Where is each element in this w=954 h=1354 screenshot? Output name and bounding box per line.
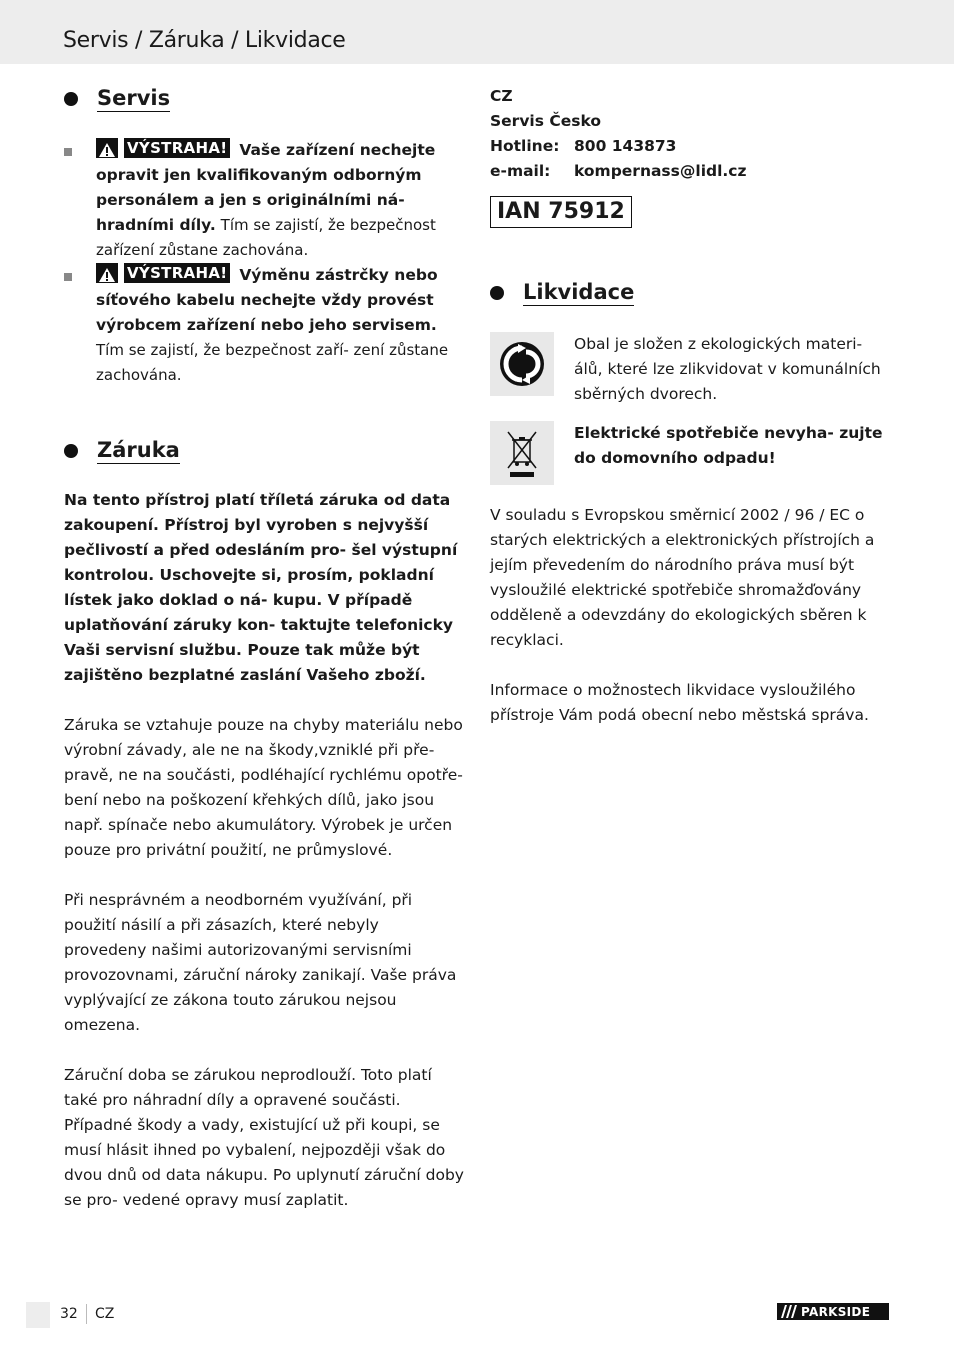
- bin-symbol-row: [490, 421, 890, 485]
- warning-badge: VÝSTRAHA!: [96, 138, 230, 158]
- footer-marker: [26, 1302, 50, 1328]
- warning-normal-text: Tím se zajistí, že bezpečnost zařízení zůstane zachována.: [96, 216, 436, 259]
- warning-badge: VÝSTRAHA!: [96, 263, 230, 283]
- warranty-paragraph-3: Záruční doba se zárukou neprodlouží. Toto platí také pro náhradní díly a opravené součásti. Případné škody a vady, existující už při koupi, se musí hlásit ihned po vybalení, nejpozději však do dvou dnů od data nákupu. Po uplynutí záruční doby se pro- vedené opravy musí zaplatit.: [64, 1066, 464, 1209]
- green-dot-recycling-icon: [490, 332, 554, 396]
- contact-hotline: Hotline: 800 143873: [490, 137, 677, 155]
- warning-bold-text: Vaše zařízení nechejte opravit jen kvalifikovaným odborným personálem a jen s originálními ná- hradními díly.: [96, 141, 436, 234]
- contact-service-name: Servis Česko: [490, 112, 602, 130]
- servis-heading: Servis: [64, 84, 464, 114]
- recycling-symbol-row: [490, 332, 890, 407]
- warranty-paragraph-2: Při nesprávném a neodborném využívání, při použití násilí a při zásazích, které nebyly provedeny našimi autorizovanými servisními provozovnami, záruční nároky zanikají. Vaše práva vyplývající ze zákona touto zárukou nejsou omezena.: [64, 891, 457, 1034]
- warning-triangle-icon: [96, 138, 118, 158]
- warranty-paragraph-1: Záruka se vztahuje pouze na chyby materiálu nebo výrobní závady, ale ne na škody,vzniklé při pře- pravě, ne na součásti, podléhající rychlému opotře- bení nebo na poškození křehkých dílů, jako jsou např. spínače nebo akumulátory. Výrobek je určen pouze pro privátní použití, ne průmyslové.: [64, 716, 463, 859]
- packaging-text: Obal je složen z ekologických materi- álů, které lze zlikvidovat v komunálních sběrných dvorech.: [574, 335, 881, 403]
- heading-bullet-icon: [64, 444, 78, 458]
- warning-bold-text: Výměnu zástrčky nebo síťového kabelu nechejte vždy provést výrobcem zařízení nebo jeho servisem.: [96, 266, 438, 334]
- square-bullet-icon: [64, 273, 72, 281]
- warning-item-1: [64, 138, 464, 263]
- parkside-logo: PARKSIDE: [777, 1303, 889, 1320]
- logo-stripes-icon: [777, 1303, 801, 1320]
- contact-email: e-mail: kompernass@lidl.cz: [490, 162, 747, 180]
- footer-language: CZ: [95, 1306, 115, 1322]
- ian-number: IAN 75912: [490, 196, 632, 228]
- warning-normal-text: Tím se zajistí, že bezpečnost zaří- zení zůstane zachována.: [96, 341, 449, 384]
- left-column: [64, 84, 464, 1213]
- disposal-paragraph-1: V souladu s Evropskou směrnicí 2002 / 96 / EC o starých elektrických a elektronických přístrojích a jejím převedením do národního práva musí být vysloužilé elektrické spotřebiče shromažďovány odděleně a odevzdány do ekologických sběren k recyklaci.: [490, 506, 875, 649]
- heading-bullet-icon: [64, 92, 78, 106]
- warranty-bold-paragraph: Na tento přístroj platí tříletá záruka od data zakoupení. Přístroj byl vyroben s nejvyšší pečlivostí a před odesláním pro- šel výstupní kontrolou. Uschovejte si, prosím, pokladní lístek jako doklad o ná- kupu. V případě uplatňování záruky kon- taktujte telefonicky Vaši servisní službu. Pouze tak může být zajištěno bezplatné zaslání Vašeho zboží.: [64, 491, 458, 684]
- page-number: 32: [60, 1306, 78, 1322]
- right-column: [490, 84, 890, 728]
- warning-item-2: [64, 263, 464, 388]
- likvidace-heading: Likvidace: [490, 278, 890, 308]
- disposal-paragraph-2: Informace o možnostech likvidace vysloužilého přístroje Vám podá obecní nebo městská správa.: [490, 681, 869, 724]
- square-bullet-icon: [64, 148, 72, 156]
- footer-divider: [86, 1304, 87, 1324]
- heading-bullet-icon: [490, 286, 504, 300]
- contact-country: CZ: [490, 87, 513, 105]
- zaruka-heading: Záruka: [64, 436, 464, 466]
- page-title: Servis / Záruka / Likvidace: [63, 28, 346, 53]
- electrical-waste-text: Elektrické spotřebiče nevyha- zujte do domovního odpadu!: [574, 424, 883, 467]
- crossed-bin-icon: [490, 421, 554, 485]
- warning-triangle-icon: [96, 263, 118, 283]
